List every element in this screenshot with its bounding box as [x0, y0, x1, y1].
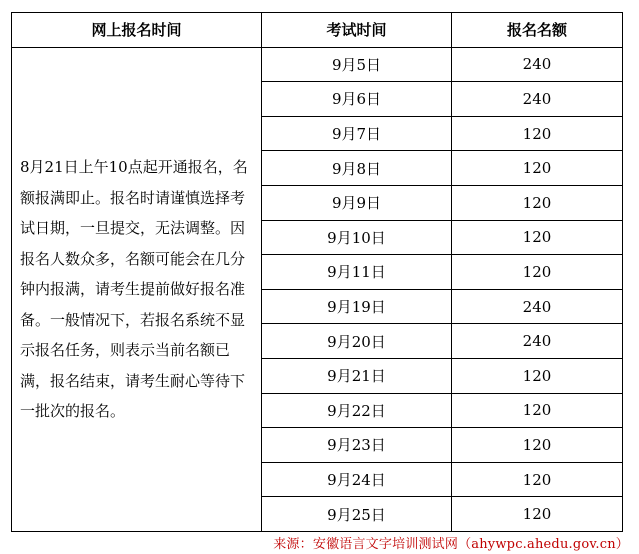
header-exam-date: 考试时间	[262, 13, 452, 48]
table-row	[12, 47, 623, 82]
exam-date-cell: 9月21日	[262, 358, 452, 393]
source-note: 来源：安徽语言文字培训测试网（ahywpc.ahedu.gov.cn）	[273, 537, 629, 552]
quota-cell: 120	[452, 428, 623, 463]
exam-date-cell: 9月8日	[262, 151, 452, 186]
exam-date-cell: 9月23日	[262, 428, 452, 463]
quota-cell: 240	[452, 47, 623, 82]
exam-date-cell: 9月22日	[262, 393, 452, 428]
exam-date-cell: 9月19日	[262, 289, 452, 324]
quota-cell: 240	[452, 82, 623, 117]
exam-date-cell: 9月5日	[262, 47, 452, 82]
exam-date-cell: 9月7日	[262, 116, 452, 151]
exam-date-cell: 9月11日	[262, 255, 452, 290]
quota-cell: 120	[452, 358, 623, 393]
exam-date-cell: 9月24日	[262, 462, 452, 497]
quota-cell: 240	[452, 289, 623, 324]
exam-date-cell: 9月25日	[262, 497, 452, 532]
quota-cell: 120	[452, 462, 623, 497]
exam-date-cell: 9月9日	[262, 185, 452, 220]
exam-date-cell: 9月20日	[262, 324, 452, 359]
header-quota: 报名名额	[452, 13, 623, 48]
quota-cell: 120	[452, 116, 623, 151]
quota-cell: 240	[452, 324, 623, 359]
table-header-row	[12, 13, 623, 48]
exam-date-cell: 9月10日	[262, 220, 452, 255]
quota-cell: 120	[452, 185, 623, 220]
table-body	[12, 47, 623, 531]
exam-date-cell: 9月6日	[262, 82, 452, 117]
registration-notice: 8月21日上午10点起开通报名，名额报满即止。报名时请谨慎选择考试日期，一旦提交，无法调整。因报名人数众多，名额可能会在几分钟内报满，请考生提前做好报名准备。一般情况下，若报名系统不显示报名任务，则表示当前名额已满，报名结束，请考生耐心等待下一批次的报名。	[12, 47, 262, 531]
quota-cell: 120	[452, 220, 623, 255]
header-registration-time: 网上报名时间	[12, 13, 262, 48]
quota-cell: 120	[452, 255, 623, 290]
quota-cell: 120	[452, 151, 623, 186]
registration-schedule-table	[11, 12, 623, 532]
quota-cell: 120	[452, 393, 623, 428]
quota-cell: 120	[452, 497, 623, 532]
